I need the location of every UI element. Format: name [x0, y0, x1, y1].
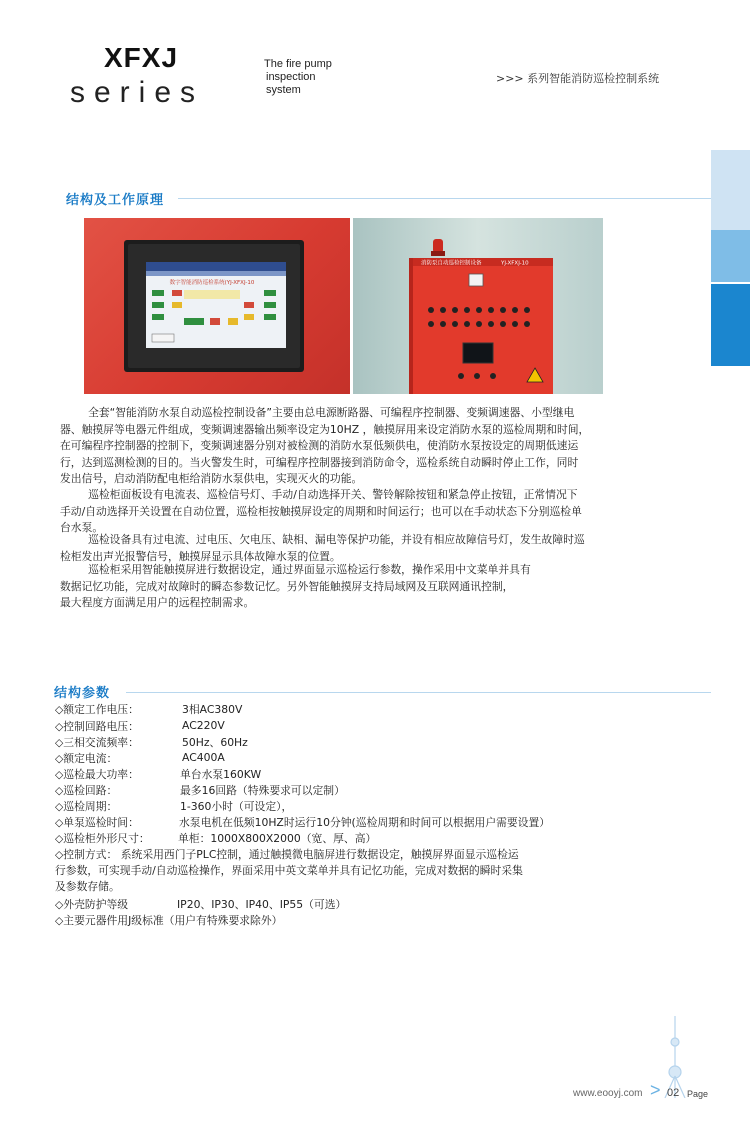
section-title-params: 结构参数 — [54, 686, 111, 701]
footer-arrow-icon: > — [650, 1080, 661, 1100]
param-value: AC220V — [182, 719, 225, 732]
param-label: ◇巡检回路： — [55, 784, 118, 797]
tagline-line-3: system — [266, 84, 301, 96]
paragraph-line: 巡检柜采用智能触摸屏进行数据设定，通过界面显示巡检运行参数，操作采用中文菜单并具有 — [88, 563, 531, 576]
paragraph-line: 最大程度方面满足用户的远程控制需求。 — [60, 596, 255, 609]
param-label: ◇额定电流： — [55, 752, 118, 765]
param-row — [55, 751, 225, 766]
paragraph-overview — [60, 405, 670, 488]
brand-title: XFXJ — [104, 42, 179, 73]
paragraph-panel — [60, 487, 670, 537]
paragraph-protection — [60, 532, 670, 565]
param-label: ◇单泵巡检时间： — [55, 816, 139, 829]
series-title: >>> 系列智能消防巡检控制系统 — [496, 72, 660, 85]
param-label: ◇三相交流频率： — [55, 736, 139, 749]
param-value: AC400A — [182, 751, 225, 764]
control-method — [55, 847, 675, 895]
footer-url[interactable]: www.eooyj.com — [573, 1088, 643, 1099]
side-tab-dark — [711, 284, 750, 366]
paragraph-touchscreen — [60, 562, 670, 612]
section-divider — [178, 198, 711, 199]
paragraph-line: 巡检柜面板设有电流表、巡检信号灯、手动/自动选择开关、警铃解除按钮和紧急停止按钮，正常情况下 — [88, 488, 578, 501]
tagline-line-1: The fire pump — [264, 58, 332, 70]
section-divider — [126, 692, 711, 693]
screen-title: 数字智能消防巡检系统(YJ-XFXJ-10 — [169, 280, 255, 286]
param-value: 单柜：1000X800X2000（宽、厚、高） — [178, 832, 377, 845]
param-row — [55, 815, 551, 830]
paragraph-line: ◇控制方式： 系统采用西门子PLC控制，通过触摸微电脑屏进行数据设定，触摸屏界面显示巡检运 — [55, 848, 519, 861]
param-row — [55, 767, 262, 782]
paragraph-line: 发出信号，启动消防配电柜给消防水泵供电，实现灭火的功能。 — [60, 472, 363, 485]
page-number: 02 — [667, 1087, 680, 1099]
param-label: ◇巡检最大功率： — [55, 768, 139, 781]
param-row — [55, 702, 243, 717]
paragraph-line: 及参数存储。 — [55, 880, 120, 893]
paragraph-line: 行参数，可实现手动/自动巡检操作，界面采用中英文菜单并具有记忆功能，完成对数据的瞬时采集 — [55, 864, 523, 877]
param-row — [55, 799, 293, 814]
page-label: Page — [687, 1089, 709, 1099]
param-label: ◇巡检柜外形尺寸： — [55, 832, 150, 845]
param-row-protection — [55, 897, 347, 912]
paragraph-line: 器、触摸屏等电器元件组成，变频调速器输出频率设定为10HZ ，触摸屏用来设定消防水泵的巡检周期和时间， — [60, 422, 590, 436]
touchscreen-illustration — [84, 218, 350, 394]
paragraph-line: 数据记忆功能，完成对故障时的瞬态参数记忆。另外智能触摸屏支持局域网及互联网通讯控制， — [60, 579, 514, 593]
param-label: ◇控制回路电压： — [55, 720, 139, 733]
paragraph-line: 巡检设备具有过电流、过电压、欠电压、缺相、漏电等保护功能，并设有相应故障信号灯，发生故障时巡 — [88, 533, 585, 546]
param-value: 3相AC380V — [182, 703, 243, 716]
param-value: 最多16回路（特殊要求可以定制） — [180, 784, 345, 797]
param-label: ◇巡检周期： — [55, 800, 118, 813]
param-row — [55, 831, 377, 846]
side-tab-light — [711, 150, 750, 230]
param-value: 50Hz、60Hz — [182, 736, 248, 749]
brand-series: series — [70, 76, 205, 109]
section-title-principle: 结构及工作原理 — [66, 193, 165, 208]
param-label: ◇外壳防护等级 — [55, 898, 129, 911]
param-row — [55, 783, 345, 798]
paragraph-line: 检柜发出声光报警信号，触摸屏显示具体故障水泵的位置。 — [60, 549, 341, 563]
cabinet-photo — [353, 218, 603, 394]
components-note: ◇主要元器件用J级标准（用户有特殊要求除外） — [55, 914, 283, 927]
paragraph-line: 手动/自动选择开关设置在自动位置，巡检柜按触摸屏设定的周期和时间运行；也可以在手动状态下分别巡检单 — [60, 504, 582, 518]
paragraph-line: 行，达到巡测检测的目的。当火警发生时，可编程序控制器接到消防命令，巡检系统自动瞬时停止工作，同时 — [60, 455, 579, 469]
cabinet-label-right: YJ-XFXJ-10 — [501, 260, 529, 267]
side-tab-mid — [711, 230, 750, 282]
param-value: IP20、IP30、IP40、IP55（可选） — [177, 898, 347, 911]
paragraph-line: 全套“智能消防水泵自动巡检控制设备”主要由总电源断路器、可编程序控制器、变频调速器、小型继电 — [88, 406, 575, 419]
brand-tagline — [264, 58, 332, 97]
param-label: ◇额定工作电压： — [55, 703, 139, 716]
paragraph-line: 台水泵。 — [60, 521, 104, 534]
param-row — [55, 719, 225, 734]
tower-icon — [660, 1016, 690, 1098]
cabinet-illustration — [353, 218, 603, 394]
param-value: 1-360小时（可设定）， — [180, 800, 293, 813]
tagline-line-2: inspection — [266, 71, 316, 83]
param-row — [55, 735, 248, 750]
touchscreen-photo — [84, 218, 350, 394]
param-value: 水泵电机在低频10HZ时运行10分钟(巡检周期和时间可以根据用户需要设置） — [179, 816, 551, 829]
cabinet-label-left: 消防泵自动巡检控制设备 — [421, 260, 482, 267]
paragraph-line: 在可编程序控制器的控制下，变频调速器分别对被检测的消防水泵低频供电，使消防水泵按设定的周期低速运 — [60, 439, 579, 452]
param-value: 单台水泵160KW — [180, 768, 262, 781]
